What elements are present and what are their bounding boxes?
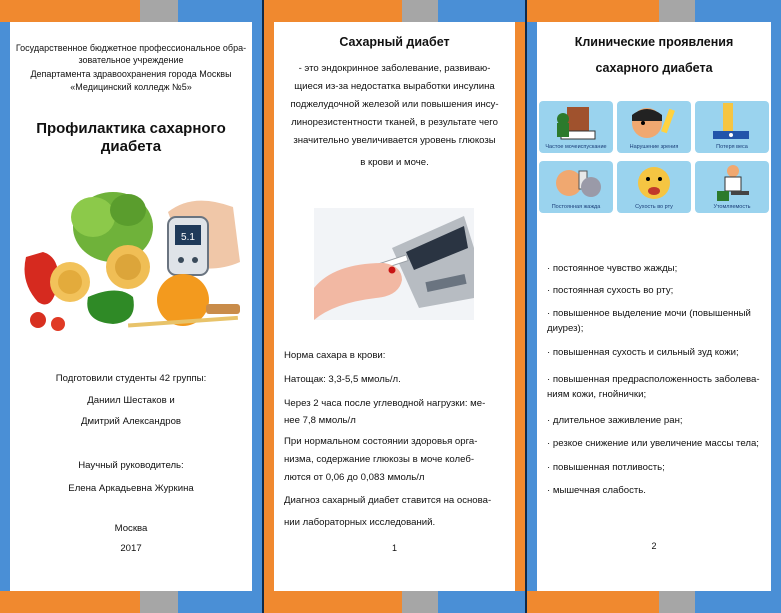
- decorative-side-bar: [0, 22, 10, 591]
- decorative-side-bar: [527, 22, 537, 591]
- panel-card: [274, 22, 515, 591]
- definition-line: поджелудочной железой или повышения инсу-: [290, 99, 499, 110]
- institution-line: «Медицинский колледж №5»: [70, 82, 192, 92]
- definition-line: значительно увеличивается уровень глюкозы: [293, 135, 496, 146]
- tile-caption: Утомляемость: [713, 204, 751, 210]
- urine-glucose-text: лются от 0,06 до 0,083 ммоль/л: [284, 472, 425, 483]
- symptom-item: · повышенная потливость;: [547, 462, 665, 473]
- norm-fasting: Натощак: 3,3-5,5 ммоль/л.: [284, 374, 401, 385]
- supervisor-name: Елена Аркадьевна Журкина: [68, 483, 194, 494]
- decorative-top-bar: [0, 0, 262, 22]
- decorative-top-bar: [527, 0, 781, 22]
- fatigue-icon: [695, 161, 769, 213]
- panel-card: [10, 22, 252, 591]
- decorative-bottom-bar: [264, 591, 525, 613]
- page-number: 1: [391, 543, 397, 553]
- tile-caption: Нарушение зрения: [629, 144, 679, 150]
- dry-mouth-icon: [617, 161, 691, 213]
- decorative-bottom-bar: [527, 591, 781, 613]
- thirst-icon: [539, 161, 613, 213]
- definition-line: щиеся из-за недостатка выработки инсулина: [294, 81, 495, 92]
- svg-text:5.1: 5.1: [181, 232, 195, 243]
- symptom-item: · повышенное выделение мочи (повышенный: [547, 308, 751, 319]
- symptom-item: · повышенная сухость и сильный зуд кожи;: [547, 347, 739, 358]
- decorative-side-bar: [264, 22, 274, 591]
- symptom-item: · повышенная предрасположенность заболева-: [547, 374, 760, 385]
- decorative-side-bar: [515, 22, 525, 591]
- definition-line: в крови и моче.: [360, 157, 429, 168]
- urine-glucose-text: низма, содержание глюкозы в моче колеб-: [284, 454, 475, 465]
- tile-caption: Частое мочеиспускание: [545, 144, 607, 150]
- scale-icon: [695, 101, 769, 153]
- year: 2017: [120, 543, 142, 554]
- section-title: Клинические проявления: [574, 35, 734, 49]
- brochure-panel-symptoms: [527, 0, 781, 613]
- norm-heading: Норма сахара в крови:: [284, 350, 386, 361]
- definition-line: - это эндокринное заболевание, развиваю-: [298, 63, 491, 74]
- section-title: сахарного диабета: [595, 61, 713, 75]
- brochure-title: Профилактика сахарного диабета: [36, 120, 226, 155]
- definition-line: линорезистентности тканей, в результате чего: [291, 117, 498, 128]
- institution-line: Государственное бюджетное профессиональное обра-: [15, 43, 247, 53]
- student-name: Дмитрий Александров: [81, 416, 181, 427]
- toilet-icon: [539, 101, 613, 153]
- decorative-side-bar: [252, 22, 262, 591]
- decorative-side-bar: [771, 22, 781, 591]
- urine-glucose-text: При нормальном состоянии здоровья орга-: [284, 436, 478, 447]
- diagnosis-text: Диагноз сахарный диабет ставится на основа-: [284, 495, 492, 506]
- tile-caption: Потеря веса: [716, 144, 748, 150]
- glucometer-finger-photo: [314, 208, 474, 320]
- institution-line: Департамента здравоохранения города Москвы: [30, 69, 232, 79]
- prepared-by-label: Подготовили студенты 42 группы:: [55, 373, 207, 384]
- glucose-meter-vegetables-photo: [18, 172, 244, 334]
- norm-after-load: Через 2 часа после углеводной нагрузки: ме-: [284, 398, 486, 409]
- symptom-item: · длительное заживление ран;: [547, 415, 683, 426]
- vision-icon: [617, 101, 691, 153]
- panel-divider: [525, 0, 527, 613]
- diagnosis-text: нии лабораторных исследований.: [284, 517, 436, 528]
- supervisor-label: Научный руководитель:: [78, 460, 184, 471]
- brochure-panel-cover: [0, 0, 262, 613]
- symptom-item: · постоянная сухость во рту;: [547, 285, 674, 296]
- city: Москва: [114, 523, 148, 534]
- tile-caption: Сухость во рту: [635, 204, 673, 210]
- student-name: Даниил Шестаков и: [87, 395, 175, 406]
- norm-after-load: нее 7,8 ммоль/л: [284, 415, 356, 426]
- brochure-panel-definition: [264, 0, 525, 613]
- symptom-item: · резкое снижение или увеличение массы тела;: [547, 438, 759, 449]
- symptom-item: диурез);: [547, 323, 584, 334]
- institution-line: зовательное учреждение: [78, 55, 184, 65]
- decorative-bottom-bar: [0, 591, 262, 613]
- panel-card: [537, 22, 771, 591]
- section-title: Сахарный диабет: [339, 35, 450, 49]
- page-number: 2: [651, 541, 657, 551]
- decorative-top-bar: [264, 0, 525, 22]
- tile-caption: Постоянная жажда: [551, 204, 601, 210]
- symptom-item: ниям кожи, гнойнички;: [547, 389, 647, 400]
- panel-divider: [262, 0, 264, 613]
- symptom-item: · мышечная слабость.: [547, 485, 646, 496]
- symptom-item: · постоянное чувство жажды;: [547, 263, 678, 274]
